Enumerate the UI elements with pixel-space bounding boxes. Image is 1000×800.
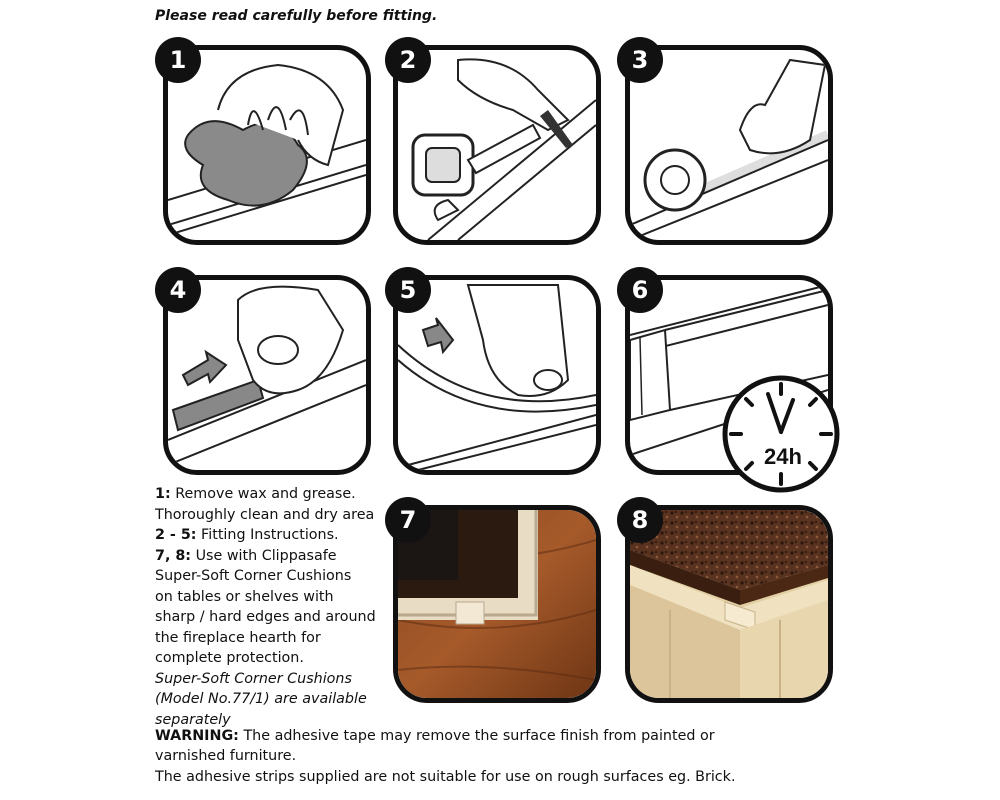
measure-and-cut-illustration: [398, 50, 596, 240]
step-6-badge: 6: [617, 267, 663, 313]
warning-line-2: varnished furniture.: [155, 748, 297, 764]
wiping-cloth-illustration: [168, 50, 366, 240]
note-italic: separately: [155, 711, 231, 728]
step-4-badge: 4: [155, 267, 201, 313]
note-italic: (Model No.77/1) are available: [155, 691, 367, 707]
note-line: complete protection.: [155, 650, 304, 666]
note-step-1: 1: Remove wax and grease.: [155, 486, 356, 502]
warning-line-1: WARNING: The adhesive tape may remove the surface finish from painted or: [155, 728, 715, 744]
step-7-badge: 7: [385, 497, 431, 543]
note-steps-7-8: 7, 8: Use with Clippasafe: [155, 547, 337, 564]
header-instruction: Please read carefully before fitting.: [155, 8, 438, 24]
note-italic: Super-Soft Corner Cushions: [155, 670, 352, 687]
step-3-badge: 3: [617, 37, 663, 83]
table-corner-photo: [398, 510, 596, 698]
clock-icon: [721, 374, 841, 494]
step-5-badge: 5: [385, 267, 431, 313]
peel-backing-illustration: [168, 280, 366, 470]
note-steps-2-5: 2 - 5: Fitting Instructions.: [155, 527, 339, 543]
note-line: Super-Soft Corner Cushions: [155, 568, 352, 584]
instruction-notes: [155, 484, 385, 730]
note-line: the fireplace hearth for: [155, 629, 321, 646]
note-line: sharp / hard edges and around: [155, 609, 376, 625]
warning-line-3: The adhesive strips supplied are not suitable for use on rough surfaces eg. Brick.: [155, 769, 736, 785]
step-1-badge: 1: [155, 37, 201, 83]
granite-worktop-corner-photo: [630, 510, 828, 698]
note-line: on tables or shelves with: [155, 588, 334, 605]
clock-label: 24h: [764, 444, 802, 469]
note-step-1-line2: Thoroughly clean and dry area: [155, 506, 375, 523]
step-2-badge: 2: [385, 37, 431, 83]
step-8-badge: 8: [617, 497, 663, 543]
adhesive-tape-roll-illustration: [630, 50, 828, 240]
press-strip-illustration: [398, 280, 596, 470]
